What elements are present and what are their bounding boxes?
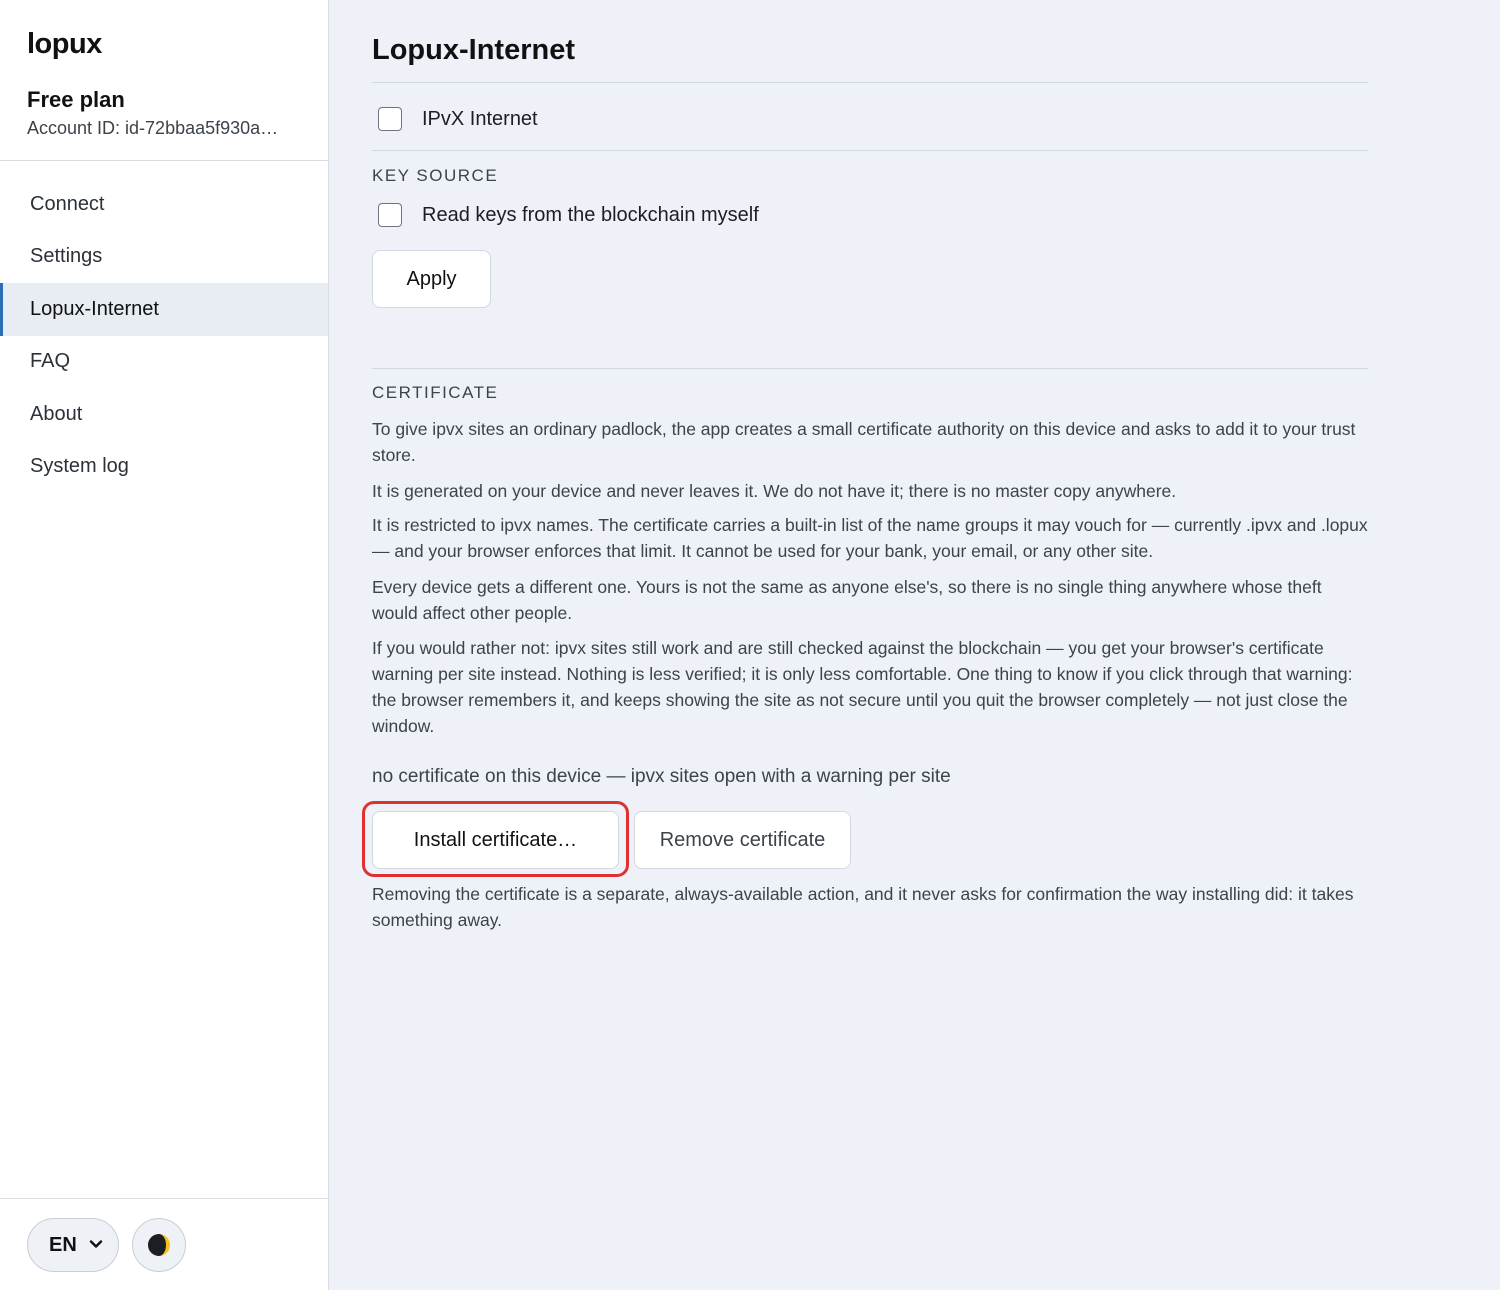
half-moon-icon xyxy=(146,1232,172,1258)
sidebar-item-system-log[interactable]: System log xyxy=(30,455,129,478)
language-value: EN xyxy=(49,1233,77,1256)
ipvx-internet-label: IPvX Internet xyxy=(422,107,538,130)
ipvx-internet-option[interactable] xyxy=(378,107,538,131)
certificate-heading: CERTIFICATE xyxy=(372,383,499,402)
certificate-paragraph: It is restricted to ipvx names. The certificate carries a built-in list of the name groups it may vouch for — currently .ipvx and .lopux — and your browser enforces that limit. It cannot be used for your bank, your email, or any other site. xyxy=(372,515,1368,561)
read-keys-checkbox[interactable] xyxy=(378,203,402,227)
certificate-footnote: Removing the certificate is a separate, always-available action, and it never asks for confirmation the way installing did: it takes something away. xyxy=(372,884,1354,930)
ipvx-internet-checkbox[interactable] xyxy=(378,107,402,131)
plan-name: Free plan xyxy=(27,87,125,112)
language-select[interactable] xyxy=(27,1218,119,1272)
sidebar-item-faq[interactable]: FAQ xyxy=(30,350,71,373)
certificate-paragraph: If you would rather not: ipvx sites still work and are still checked against the blockchain — you get your browser's certificate warning per site instead. Nothing is less verified; it is only less comfortable. One thing to know if you click through that warning: the browser remembers it, and keeps showing the site as not secure until you quit the browser completely — not just close the window. xyxy=(372,638,1353,736)
apply-button[interactable]: Apply xyxy=(372,250,491,308)
sidebar-item-settings[interactable]: Settings xyxy=(30,245,103,268)
chevron-down-icon xyxy=(88,1236,104,1252)
install-certificate-button[interactable]: Install certificate… xyxy=(372,811,619,869)
account-id: Account ID: id-72bbaa5f930a… xyxy=(27,118,279,138)
theme-toggle-button[interactable] xyxy=(132,1218,186,1272)
sidebar-divider xyxy=(0,1198,328,1199)
app-logo: lopux xyxy=(27,28,102,60)
read-keys-option[interactable] xyxy=(378,203,759,227)
sidebar-nav xyxy=(0,178,328,493)
certificate-paragraph: It is generated on your device and never leaves it. We do not have it; there is no master copy anywhere. xyxy=(372,481,1177,501)
divider xyxy=(372,82,1368,83)
certificate-paragraph: To give ipvx sites an ordinary padlock, the app creates a small certificate authority on this device and asks to add it to your trust store. xyxy=(372,419,1356,465)
sidebar xyxy=(0,0,329,1290)
certificate-status: no certificate on this device — ipvx sites open with a warning per site xyxy=(372,766,951,787)
divider xyxy=(372,368,1368,369)
certificate-paragraph: Every device gets a different one. Yours is not the same as anyone else's, so there is no single thing anywhere whose theft would affect other people. xyxy=(372,577,1322,623)
key-source-heading: KEY SOURCE xyxy=(372,166,499,185)
sidebar-divider xyxy=(0,160,328,161)
sidebar-item-lopux-internet[interactable]: Lopux-Internet xyxy=(0,283,328,336)
divider xyxy=(372,150,1368,151)
remove-certificate-button[interactable]: Remove certificate xyxy=(634,811,851,869)
read-keys-label: Read keys from the blockchain myself xyxy=(422,203,759,226)
page-title: Lopux-Internet xyxy=(372,34,575,66)
sidebar-item-about[interactable]: About xyxy=(30,402,83,425)
sidebar-item-connect[interactable]: Connect xyxy=(30,192,105,215)
